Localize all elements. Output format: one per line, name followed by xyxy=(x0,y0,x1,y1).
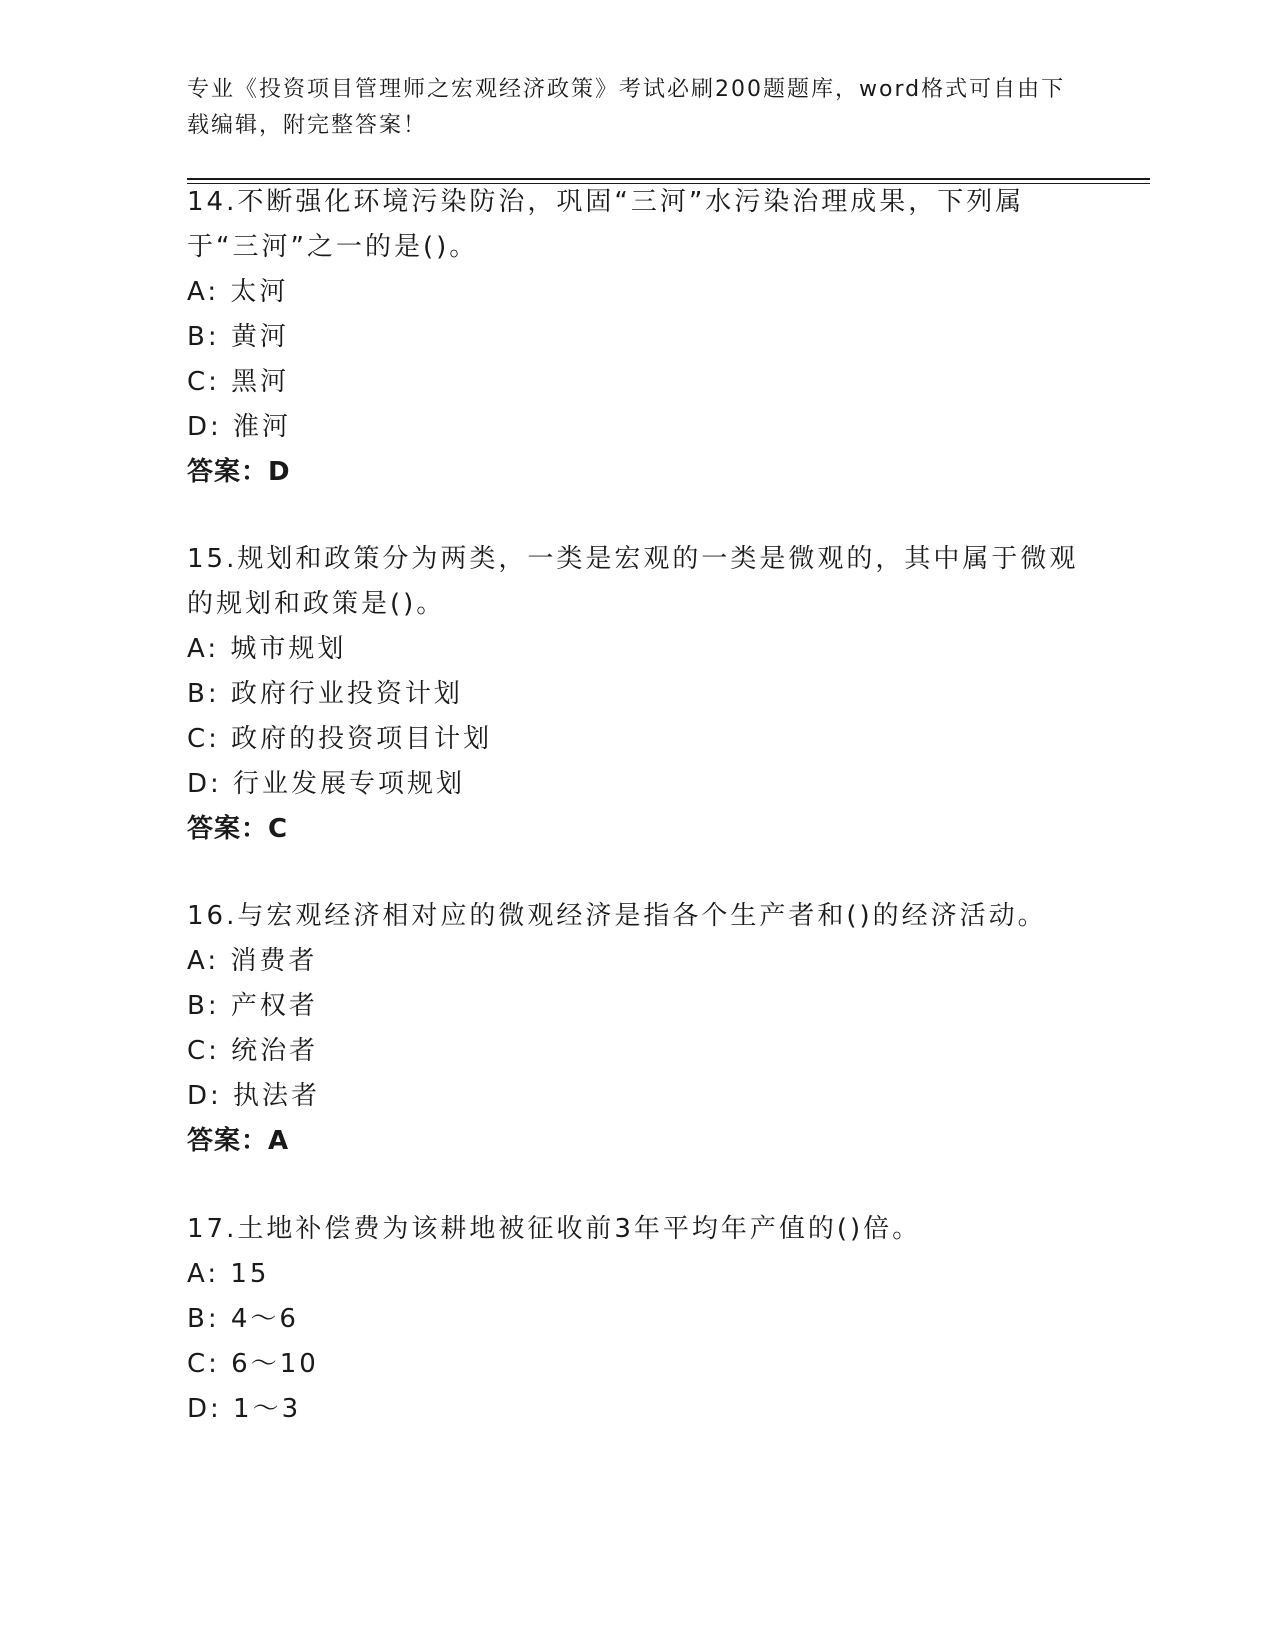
option-b: B: 4～6 xyxy=(187,1304,299,1334)
option-d: D: 1～3 xyxy=(187,1394,302,1424)
answer: 答案：C xyxy=(187,814,289,844)
question-15 xyxy=(187,537,1087,852)
option-d: D: 执法者 xyxy=(187,1081,321,1111)
option-b: B: 产权者 xyxy=(187,991,318,1021)
option-a: A: 太河 xyxy=(187,277,289,307)
option-b: B: 黄河 xyxy=(187,322,289,352)
option-c: C: 黑河 xyxy=(187,367,290,397)
option-a: A: 城市规划 xyxy=(187,634,347,664)
question-stem: 14.不断强化环境污染防治，巩固“三河”水污染治理成果，下列属于“三河”之一的是()。 xyxy=(187,187,1025,262)
option-c: C: 政府的投资项目计划 xyxy=(187,724,493,754)
answer: 答案：D xyxy=(187,457,291,487)
document-header: 专业《投资项目管理师之宏观经济政策》考试必刷200题题库，word格式可自由下载编辑，附完整答案！ xyxy=(187,77,1066,138)
question-stem: 16.与宏观经济相对应的微观经济是指各个生产者和()的经济活动。 xyxy=(187,901,1047,931)
option-a: A: 15 xyxy=(187,1259,270,1289)
question-16 xyxy=(187,894,1087,1164)
option-d: D: 淮河 xyxy=(187,412,292,442)
question-14 xyxy=(187,180,1087,495)
option-d: D: 行业发展专项规划 xyxy=(187,769,466,799)
option-c: C: 统治者 xyxy=(187,1036,319,1066)
option-b: B: 政府行业投资计划 xyxy=(187,679,463,709)
question-stem: 15.规划和政策分为两类，一类是宏观的一类是微观的，其中属于微观的规划和政策是()。 xyxy=(187,544,1079,619)
question-stem: 17.土地补偿费为该耕地被征收前3年平均年产值的()倍。 xyxy=(187,1214,922,1244)
option-c: C: 6～10 xyxy=(187,1349,319,1379)
option-a: A: 消费者 xyxy=(187,946,318,976)
answer: 答案：A xyxy=(187,1126,290,1156)
question-17 xyxy=(187,1207,1087,1432)
